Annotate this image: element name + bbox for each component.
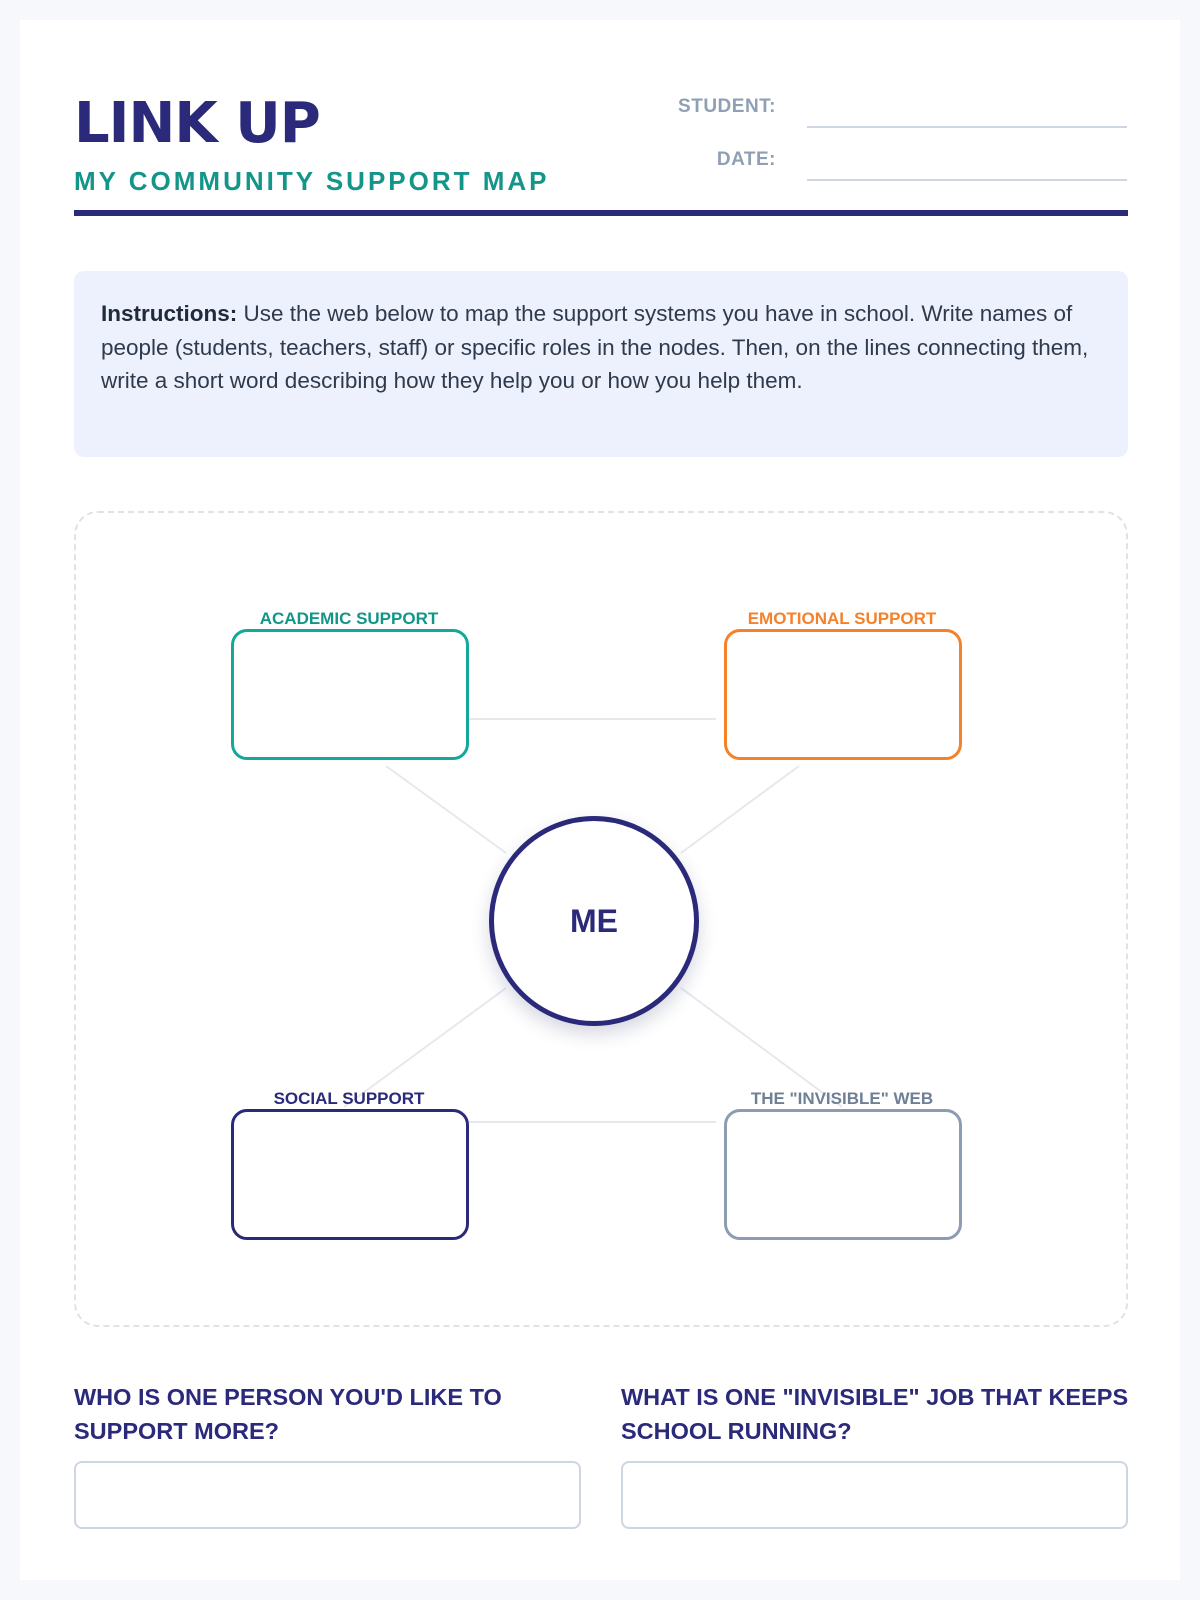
worksheet-page bbox=[20, 20, 1180, 1580]
page-title: LINK UP bbox=[74, 91, 320, 156]
answer-invisible-job-field[interactable] bbox=[621, 1461, 1128, 1529]
date-field[interactable] bbox=[807, 179, 1127, 181]
emotional-support-node[interactable] bbox=[724, 629, 962, 760]
student-name-field[interactable] bbox=[807, 126, 1127, 128]
support-web bbox=[74, 511, 1128, 1327]
student-label: STUDENT: bbox=[678, 96, 776, 117]
answer-support-more-field[interactable] bbox=[74, 1461, 581, 1529]
social-support-node[interactable] bbox=[231, 1109, 469, 1240]
connector-me-academic bbox=[386, 766, 506, 853]
academic-support-label: ACADEMIC SUPPORT bbox=[259, 609, 439, 628]
connector-me-emotional bbox=[681, 766, 799, 853]
header-divider bbox=[74, 210, 1128, 216]
page-subtitle: MY COMMUNITY SUPPORT MAP bbox=[74, 166, 550, 196]
date-label: DATE: bbox=[716, 149, 776, 170]
invisible-web-label: THE "INVISIBLE" WEB bbox=[750, 1089, 934, 1108]
instructions-lead: Instructions: bbox=[101, 301, 238, 326]
question-support-more: WHO IS ONE PERSON YOU'D LIKE TO SUPPORT MORE? bbox=[74, 1384, 502, 1444]
social-support-label: SOCIAL SUPPORT bbox=[273, 1089, 425, 1108]
emotional-support-label: EMOTIONAL SUPPORT bbox=[747, 609, 937, 628]
me-label: ME bbox=[570, 902, 618, 939]
me-node bbox=[489, 816, 699, 1026]
academic-support-node[interactable] bbox=[231, 629, 469, 760]
invisible-web-node[interactable] bbox=[724, 1109, 962, 1240]
instructions-panel bbox=[74, 271, 1128, 457]
question-invisible-job: WHAT IS ONE "INVISIBLE" JOB THAT KEEPS SCHOOL RUNNING? bbox=[621, 1384, 1129, 1444]
instructions-text: Use the web below to map the support systems you have in school. Write names of people (students, teachers, staff) or specific roles in the nodes. Then, on the lines connecting them, write a short word describing how they help you or how you help them. bbox=[101, 301, 1089, 393]
